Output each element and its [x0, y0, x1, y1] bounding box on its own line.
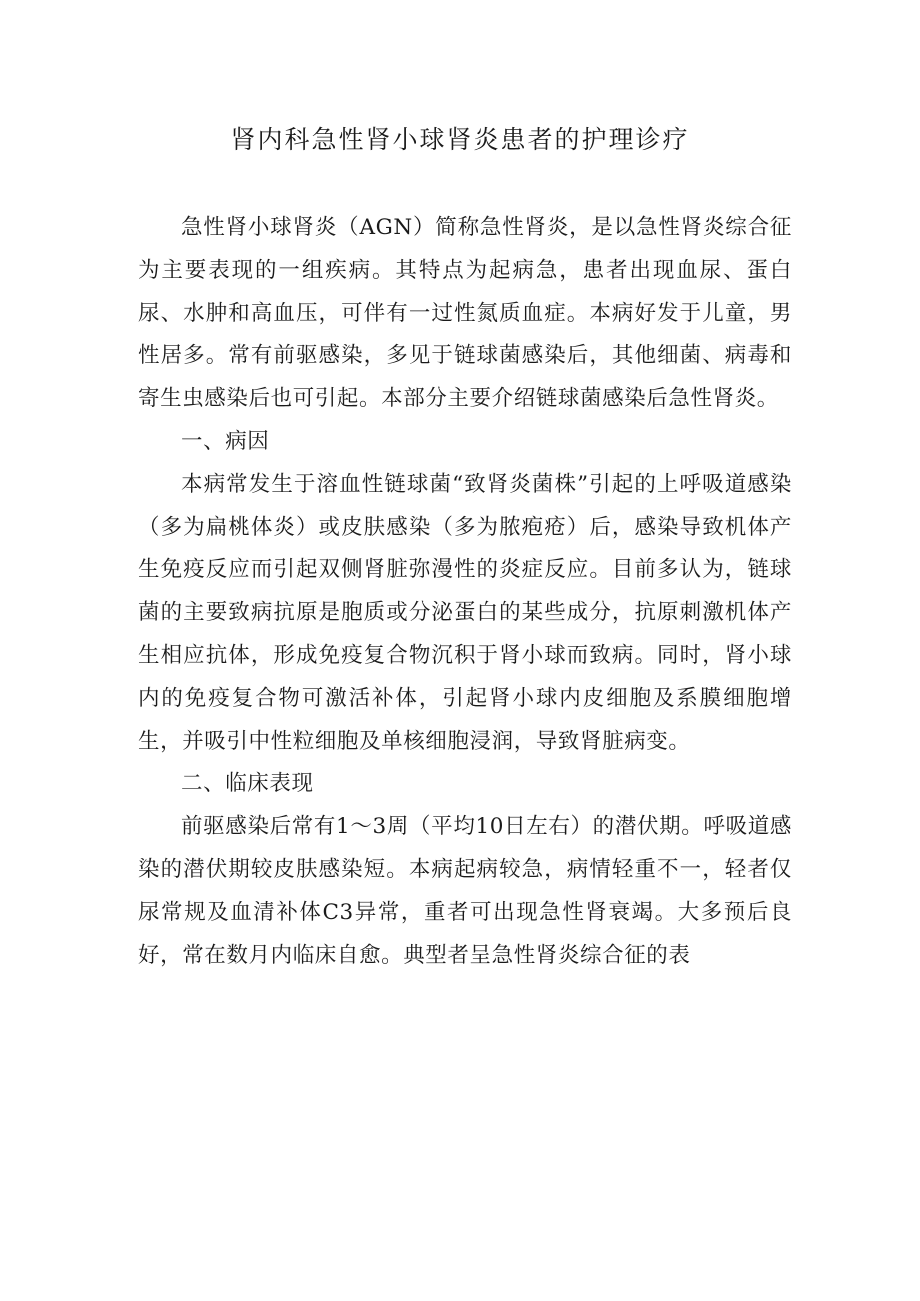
clinical-paragraph: 前驱感染后常有1～3周（平均10日左右）的潜伏期。呼吸道感染的潜伏期较皮肤感染短。本病起病较急，病情轻重不一，轻者仅尿常规及血清补体C3异常，重者可出现急性肾衰竭。大多预后良好，常在数月内临床自愈。典型者呈急性肾炎综合征的表 — [138, 814, 792, 968]
etiology-paragraph: 本病常发生于溶血性链球菌“致肾炎菌株”引起的上呼吸道感染（多为扁桃体炎）或皮肤感染（多为脓疱疮）后，感染导致机体产生免疫反应而引起双侧肾脏弥漫性的炎症反应。目前多认为，链球菌的主要致病抗原是胞质或分泌蛋白的某些成分，抗原刺激机体产生相应抗体，形成免疫复合物沉积于肾小球而致病。同时，肾小球内的免疫复合物可激活补体，引起肾小球内皮细胞及系膜细胞增生，并吸引中性粒细胞及单核细胞浸润，导致肾脏病变。 — [138, 471, 792, 754]
document-title: 肾内科急性肾小球肾炎患者的护理诊疗 — [230, 125, 690, 154]
section-heading-etiology: 一、病因 — [181, 428, 270, 454]
section-heading-clinical: 二、临床表现 — [181, 771, 314, 797]
intro-paragraph: 急性肾小球肾炎（AGN）简称急性肾炎，是以急性肾炎综合征为主要表现的一组疾病。其特点为起病急，患者出现血尿、蛋白尿、水肿和高血压，可伴有一过性氮质血症。本病好发于儿童，男性居多。常有前驱感染，多见于链球菌感染后，其他细菌、病毒和寄生虫感染后也可引起。本部分主要介绍链球菌感染后急性肾炎。 — [138, 215, 792, 412]
document-body — [138, 207, 792, 977]
